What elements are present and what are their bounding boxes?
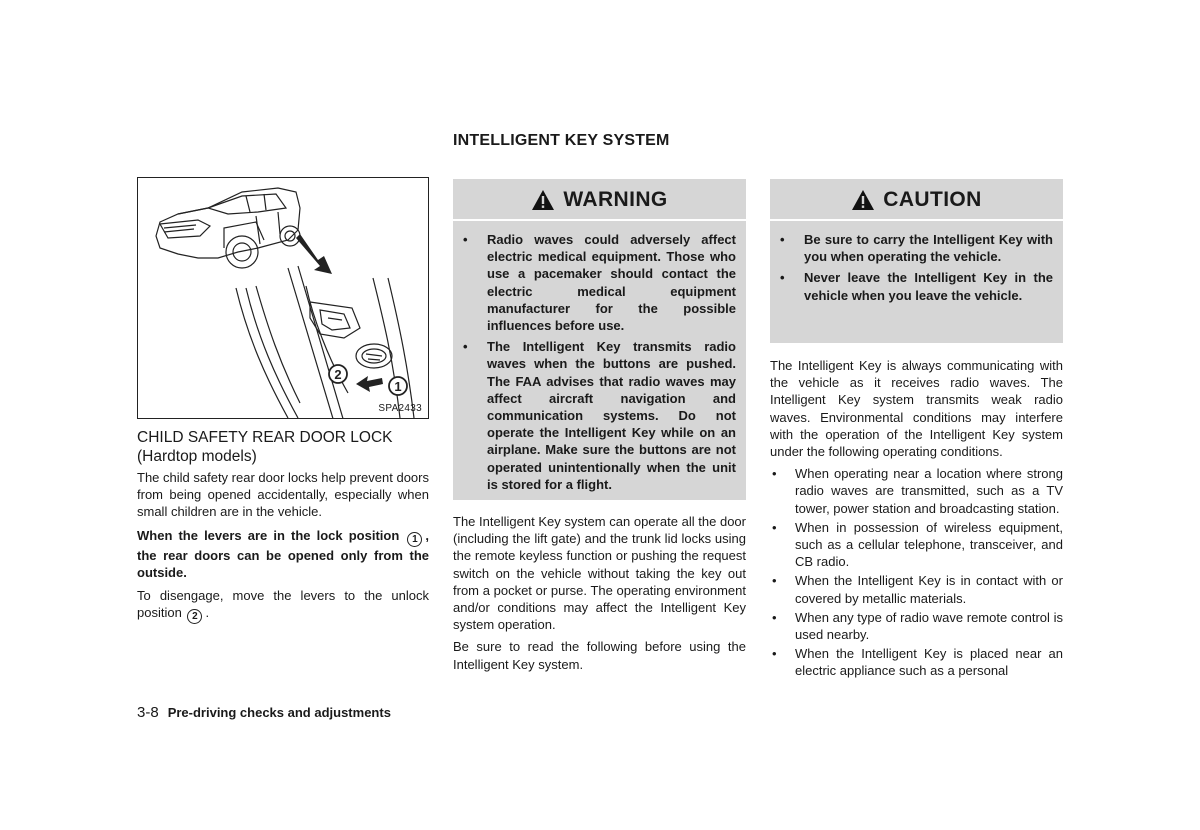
warning-title: WARNING — [563, 188, 668, 211]
svg-text:2: 2 — [334, 367, 342, 382]
callout-2 — [329, 365, 347, 383]
caution-title: CAUTION — [883, 188, 982, 211]
child-lock-body — [137, 469, 429, 624]
caution-box — [770, 179, 1063, 343]
caution-header — [770, 179, 1063, 219]
middle-para2: Be sure to read the following before using the Intelligent Key system. — [453, 639, 746, 672]
child-lock-heading — [137, 428, 429, 466]
child-lock-para2 — [137, 527, 429, 581]
page-footer — [137, 704, 391, 721]
condition-item: • When the Intelligent Key is placed near an electric appliance such as a personal — [770, 645, 1063, 679]
section-title: INTELLIGENT KEY SYSTEM — [453, 132, 670, 149]
position-2-marker: 2 — [187, 609, 202, 624]
svg-text:1: 1 — [394, 379, 402, 394]
footer-title: Pre-driving checks and adjustments — [167, 705, 391, 720]
child-lock-para3-pre: To disengage, move the levers to the unlock position — [137, 588, 429, 621]
middle-body — [453, 513, 746, 673]
warning-box — [453, 179, 746, 500]
child-lock-illustration — [138, 178, 429, 419]
caution-item: • Be sure to carry the Intelligent Key with you when operating the vehicle. — [770, 231, 1053, 265]
child-lock-heading-line1: CHILD SAFETY REAR DOOR LOCK — [137, 429, 393, 446]
condition-item: • When the Intelligent Key is in contact with or covered by metallic materials. — [770, 572, 1063, 606]
child-lock-para2-post: , the rear doors can be opened only from the outside. — [137, 527, 429, 580]
child-lock-heading-line2: (Hardtop models) — [137, 448, 257, 465]
child-lock-figure — [137, 177, 429, 419]
condition-list — [770, 465, 1063, 679]
warning-item: • The Intelligent Key transmits radio waves when the buttons are pushed. The FAA advises that radio waves may affect aircraft navigation and communication systems. Do not operate the Intelligent Key while on an airplane. Make sure the buttons are not operated unintentionally when the unit is stored for a flight. — [453, 338, 736, 493]
child-lock-para1: The child safety rear door locks help prevent doors from being opened accidentally, especially when small children are in the vehicle. — [137, 470, 429, 520]
condition-item: • When any type of radio wave remote control is used nearby. — [770, 609, 1063, 643]
middle-para1: The Intelligent Key system can operate all the door (including the lift gate) and the trunk lid locks using the remote keyless function or pushing the request switch on the vehicle without taking the key out from a pocket or purse. The operating environment and/or conditions may affect the Intelligent Key system operation. — [453, 514, 746, 633]
right-para1: The Intelligent Key is always communicating with the vehicle as it receives radio waves. The Intelligent Key system transmits weak radio waves. Environmental conditions may interfere with the operation of the Intelligent Key system under the following operating conditions. — [770, 358, 1063, 460]
condition-item: • When operating near a location where strong radio waves are transmitted, such as a TV tower, power station and broadcasting station. — [770, 465, 1063, 517]
figure-code: SPA2433 — [378, 403, 422, 414]
warning-item: • Radio waves could adversely affect electric medical equipment. Those who use a pacemaker should contact the electric medical equipment manufacturer for the possible influences before use. — [453, 231, 736, 334]
caution-item: • Never leave the Intelligent Key in the vehicle when you leave the vehicle. — [770, 269, 1053, 303]
page-number: 3-8 — [137, 704, 159, 721]
right-body — [770, 357, 1063, 682]
warning-header — [453, 179, 746, 219]
child-lock-para3 — [137, 587, 429, 624]
warning-list — [453, 221, 746, 493]
warning-triangle-icon — [531, 189, 555, 211]
callout-1 — [389, 377, 407, 395]
child-lock-para3-post: . — [205, 605, 210, 621]
child-lock-para2-pre: When the levers are in the lock position — [137, 527, 400, 543]
condition-item: • When in possession of wireless equipment, such as a cellular telephone, transceiver, and CB radio. — [770, 519, 1063, 571]
caution-list — [770, 221, 1063, 304]
position-1-marker: 1 — [407, 532, 422, 547]
warning-triangle-icon — [851, 189, 875, 211]
